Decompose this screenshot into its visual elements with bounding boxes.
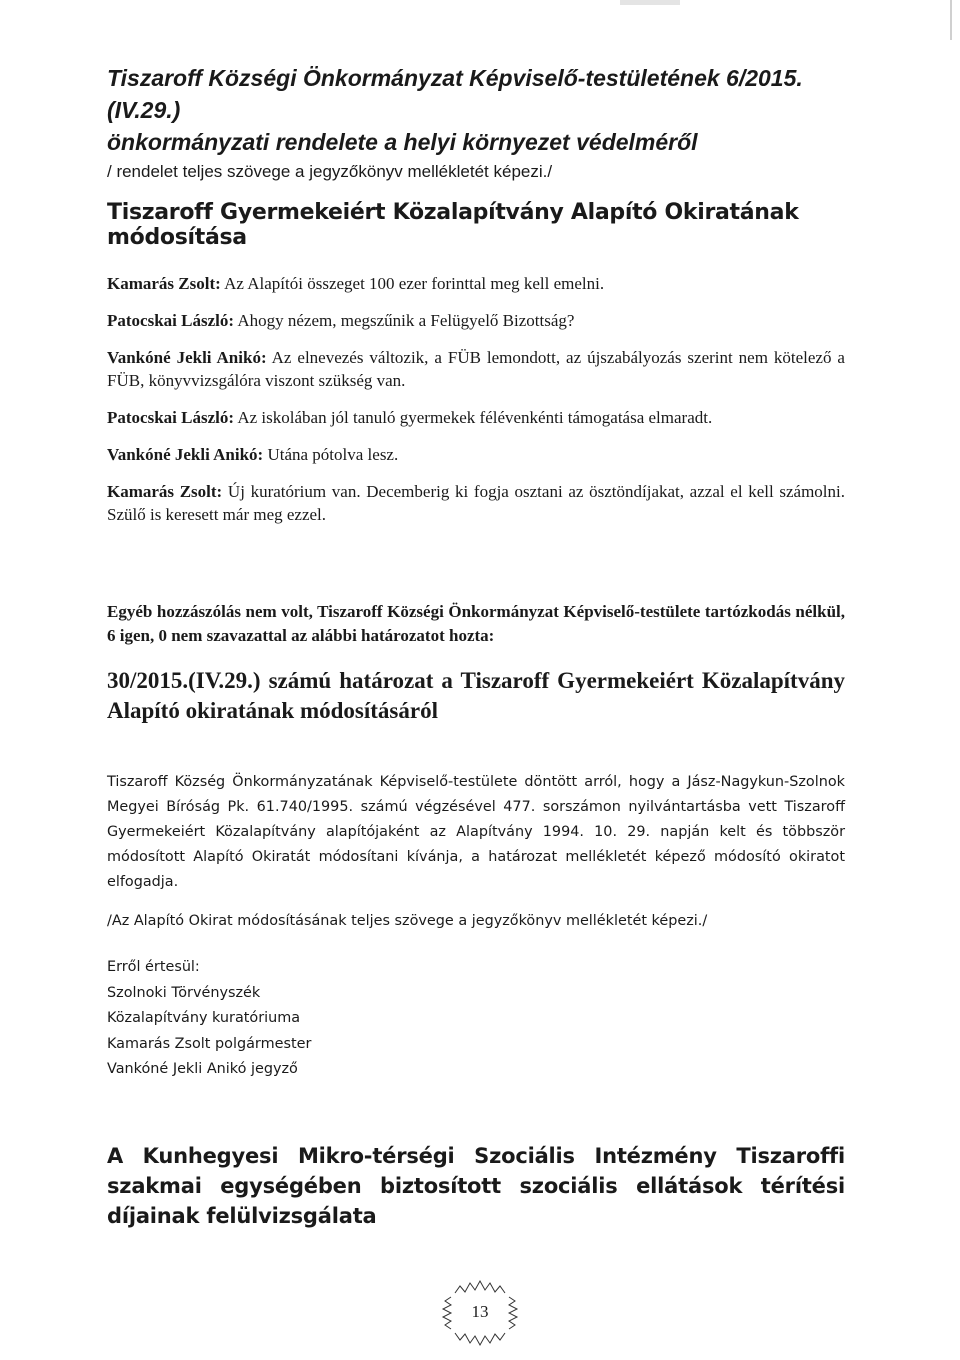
discussion-item [107, 272, 845, 295]
decree-title-line-2: önkormányzati rendelete a helyi környezet védelméről [107, 129, 698, 155]
decree-header [107, 62, 867, 182]
notification-list [107, 955, 311, 1083]
speaker-name: Vankóné Jekli Anikó: [107, 445, 264, 464]
resolution-body: Tiszaroff Község Önkormányzatának Képviselő-testülete döntött arról, hogy a Jász-Nagykun-Szolnok Megyei Bíróság Pk. 61.740/1995. számú végzésével 477. sorszámon nyilvántartásba vett Tiszaroff Gyermekeiért Közalapítvány alapítójaként az Alapítvány 1994. 10. 29. napján kelt és többször módosított Alapító Okiratát módosítani kívánja, a határozat mellékletét képező módosító okiratot elfogadja. [107, 774, 845, 890]
next-agenda-title: A Kunhegyesi Mikro-térségi Szociális Intézmény Tiszaroffi szakmai egységében biztosított szociális ellátások térítési díjainak felülvizsgálata [107, 1144, 845, 1228]
notification-heading: Erről értesül: [107, 959, 200, 975]
page-number: 13 [471, 1302, 489, 1321]
scan-artifact [620, 0, 680, 5]
speaker-name: Patocskai László: [107, 311, 235, 330]
discussion [107, 272, 845, 540]
speaker-name: Patocskai László: [107, 408, 235, 427]
section-title: Tiszaroff Gyermekeiért Közalapítvány Alapító Okiratának módosítása [107, 200, 799, 250]
page-number-badge [437, 1275, 523, 1351]
discussion-item [107, 443, 845, 466]
speaker-text: Az elnevezés változik, a FÜB lemondott, az újszabályozás szerint nem kötelező a FÜB, könyvvizsgálóra viszont szükség van. [107, 348, 845, 390]
speaker-text: Új kuratórium van. Decemberig ki fogja osztani az ösztöndíjakat, azzal el kell számolni. Szülő is keresett már meg ezzel. [107, 482, 846, 524]
decree-title-line-1: Tiszaroff Községi Önkormányzat Képviselő-testületének 6/2015.(IV.29.) [107, 65, 803, 123]
decree-subtitle: / rendelet teljes szövege a jegyzőkönyv mellékletét képezi./ [107, 162, 553, 181]
notification-recipient: Vankóné Jekli Anikó jegyző [107, 1061, 298, 1077]
speaker-name: Vankóné Jekli Anikó: [107, 348, 267, 367]
speaker-text: Utána pótolva lesz. [263, 445, 399, 464]
speaker-text: Az Alapítói összeget 100 ezer forinttal meg kell emelni. [220, 274, 605, 293]
notification-recipient: Szolnoki Törvényszék [107, 984, 261, 1001]
discussion-item [107, 346, 845, 392]
scan-edge-artifact [950, 0, 952, 40]
notification-recipient: Közalapítvány kuratóriuma [107, 1010, 301, 1026]
discussion-item [107, 406, 845, 429]
notification-recipient: Kamarás Zsolt polgármester [107, 1035, 312, 1052]
speaker-text: Ahogy nézem, megszűnik a Felügyelő Bizottság? [234, 311, 575, 330]
discussion-item [107, 480, 845, 526]
decision-intro: Egyéb hozzászólás nem volt, Tiszaroff Községi Önkormányzat Képviselő-testülete tartózkodás nélkül, 6 igen, 0 nem szavazattal az alábbi határozatot hozta: [107, 602, 845, 645]
discussion-item [107, 309, 845, 332]
speaker-name: Kamarás Zsolt: [107, 274, 221, 293]
speaker-name: Kamarás Zsolt: [107, 482, 223, 501]
resolution-title: 30/2015.(IV.29.) számú határozat a Tiszaroff Gyermekeiért Közalapítvány Alapító okiratának módosításáról [107, 668, 845, 723]
resolution-note: /Az Alapító Okirat módosításának teljes szövege a jegyzőkönyv mellékletét képezi./ [107, 913, 708, 929]
speaker-text: Az iskolában jól tanuló gyermekek félévenkénti támogatása elmaradt. [234, 408, 713, 427]
